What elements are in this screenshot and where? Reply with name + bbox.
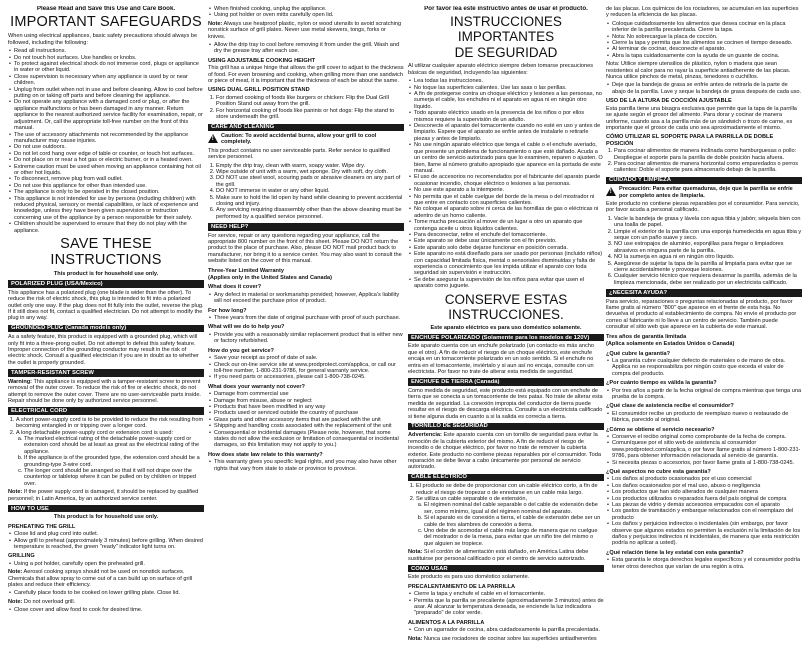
cord-note: Note: If the power supply cord is damaged, it should be replaced by qualified personnel; in Latin America, by an authorized service center. [8, 489, 199, 502]
list-item: a. El régimen nominal del cable separable o del cable de extensión debe ser, como mínimo, igual al del régimen nominal del aparato. [424, 502, 604, 515]
warranty-a-service [208, 355, 404, 381]
list-item: 5. Make sure to hold the lid open by hand while cleaning to prevent accidental closing and injury. [216, 195, 404, 208]
list-item: • Unplug from outlet when not in use and before cleaning. Allow to cool before putting on or taking off parts and before cleaning the appliance. [14, 87, 204, 100]
list-item: • Read all instructions. [14, 48, 204, 54]
warranty-a-cover [208, 292, 404, 305]
spanish-grilling-note: Nota: Nunca use rociadores de cocinar sobre las superficies antiadherentes [408, 635, 597, 642]
list-item: • To disconnect, remove plug from wall outlet. [14, 176, 204, 182]
spanish-grilling-list [408, 627, 604, 633]
list-item: 2. Limpie el exterior de la parrilla con una esponja humedecida en agua tibia y seque con un paño suave y seco. [614, 229, 802, 242]
spanish-read-note: Por favor lea este instructivo antes de usar el producto. [424, 6, 588, 12]
spanish-grease-list [606, 82, 802, 95]
grounded-plug-text: As a safety feature, this product is equipped with a grounded plug, which will only fit into a three-prong outlet. Do not attempt to defeat this safety feature. Improper connection of the grounding conductor may result in the risk of electric shock. Consult a qualified electrician if you are in doubt as to whether the outlet is properly grounded. [8, 334, 199, 366]
list-item: • No use este aparato a la intemperie. [414, 187, 604, 193]
list-item: 6. Cualquier servicio técnico que requiera desarmar la parrilla, además de la limpieza mencionada, debe ser realizado por un electricista calificado. [614, 273, 802, 286]
list-item: • When finished cooking, unplug the appliance. [214, 6, 404, 12]
spanish-grilling-heading: ALIMENTOS A LA PARRILLA [408, 619, 485, 626]
list-item: • Se debe asegurar la supervisión de los niños para evitar que usen el aparato como juguete. [414, 277, 604, 290]
list-item: • No permita que el cable cuelgue del borde de la mesa o del mostrador ni que entre en contacto con superficies calientes. [414, 194, 604, 207]
list-item: • Este aparato solo debe dejarse funcionar en posición cerrada. [414, 245, 604, 251]
list-item: • El consumidor recibe un producto de reemplazo nuevo o restaurado de fábrica, parecido al original. [612, 411, 802, 424]
care-cleaning-heading: CARE AND CLEANING [208, 124, 404, 131]
spanish-q-ayuda: ¿Qué clase de asistencia recibe el consumidor? [606, 403, 734, 410]
list-item: • Extreme caution must be used when moving an appliance containing hot oil or other hot liquids. [14, 164, 204, 177]
list-item: • Los daños al producto ocasionados por el uso comercial [612, 476, 802, 482]
spanish-polarized-text: Este aparato cuenta con un enchufe polarizado (un contacto es más ancho que el otro). A fin de reducir el riesgo de un choque eléctrico, este enchufe encaja en un tomacorriente polarizado en un solo sentido. Si el enchufe no entra en el tomacorriente, inviértalo y si aun así no encaja, consulte con un electricista. Por favor no trate de alterar esta medida de seguridad. [408, 343, 594, 376]
list-item: • Close cover and allow food to cook for desired time. [14, 607, 204, 613]
list-item: • Abra la tapa cuidadosamente con la ayuda de un guante de cocina. [612, 53, 802, 59]
how-to-use-note: This product is for household use only. [53, 514, 159, 521]
safeguards-list [8, 48, 204, 234]
list-item: • Los daños ocasionados por el mal uso, abuso o negligencia [612, 483, 802, 489]
list-item: • Children should be supervised to ensure that they do not play with the appliance. [14, 221, 204, 234]
list-item: • La garantía cubre cualquier defecto de materiales o de mano de obra. Applica no se responsabiliza por ningún costo que exceda el valor de compra del producto. [612, 358, 802, 377]
list-item: • No toque las superficies calientes. Use las asas o las perillas. [414, 85, 604, 91]
spanish-cable-list [408, 483, 604, 547]
list-item: 2. Para cocinar alimentos de manera horizontal como emparedados o perros calientes: Doble el soporte para almacenarlo debajo de la parrilla. [614, 161, 802, 174]
list-item: • Para desconectar, retire el enchufe del tomacorriente. [414, 232, 604, 238]
dual-stand-heading: USING DUAL GRILL POSITION STAND [208, 87, 310, 94]
polarized-plug-text: This appliance has a polarized plug (one blade is wider than the other). To reduce the risk of electric shock, this plug is intended to fit into a polarized outlet only one way. If the plug does not fit fully into the outlet, reverse the plug. If it still does not fit, contact a qualified electrician. Do not attempt to modify the plug in any way. [8, 289, 204, 322]
column-english-safeguards [8, 6, 204, 651]
electrical-cord-heading: ELECTRICAL CORD [8, 407, 204, 414]
spanish-title-line-2: DE SEGURIDAD [454, 45, 558, 61]
grounded-plug-heading: GROUNDED PLUG (Canada models only) [8, 325, 204, 332]
spanish-cable-heading: CABLE ELÉCTRICO [408, 474, 604, 481]
list-item: • Allow grill to preheat (approximately 3 minutes) before grilling. When desired temperature is reached, the green "ready" indicator light turns on. [14, 538, 204, 551]
how-to-use-heading: HOW TO USE [8, 505, 204, 512]
spanish-utensil-note: Nota: Utilice siempre utensilios de plástico, nylon o madera que sean resistentes al calor para no rayar la superficie antiadherente de las placas. Nunca utilice pinchos de metal, pinzas, tenedores o cuchillos. [606, 61, 791, 81]
column-spanish-safety [408, 6, 604, 651]
list-item: 1. Para cocinar alimentos de manera inclinada como hamburguesas o pollo: Despliegue el soporte para la parrilla de doble posición hacia afuera. [614, 148, 802, 161]
spanish-safety-list [408, 78, 604, 289]
list-item: • Deje que la bandeja de grasa se enfríe antes de retirarla de la parte de abajo de la parrilla. Lave y seque la bandeja de grasa después de cada uso. [612, 82, 802, 95]
list-item: • Al terminar de cocinar, desconecte el aparato. [612, 46, 802, 52]
spanish-grounded-text: Como medida de seguridad, este producto está equipado con un enchufe de tierra que se conecta a un tomacorriente de tres patas. No trate de alterar esta medida de seguridad. La conexión impropia del conductor de tierra puede resultar en el riesgo de descarga eléctrica. Consulte a un electricista calificado si tiene alguna duda en cuanto a si la salida es correcta a tierra. [408, 387, 603, 420]
spanish-a-cubre [606, 358, 802, 377]
list-item: • Do not touch hot surfaces. Use handles or knobs. [14, 55, 204, 61]
column-spanish-use-care [606, 6, 802, 651]
list-item: • The appliance is only to be operated in the closed position. [14, 189, 204, 195]
list-item: • Products that have been modified in any way [214, 404, 404, 410]
list-item: • Todo aparato eléctrico usado en la presencia de los niños o por ellos mismos requiere la supervisión de un adulto. [414, 110, 604, 123]
list-item: c. Uno debe de acomodar el cable más largo de manera que no cuelgue del mostrador o de la mesa, para evitar que un niño tire del mismo o que alguien se tropiece. [424, 528, 604, 547]
list-item: • Shipping and handling costs associated with the replacement of the unit [214, 423, 404, 429]
list-item: b. If the appliance is of the grounded type, the extension cord should be a grounding-type 3-wire cord. [24, 455, 204, 468]
grilling-note: Note: Aerosol cooking sprays should not be used on nonstick surfaces. Chemicals that allow spray to come out of a can build up on surface of grill plates and reduce their efficiency. [8, 569, 193, 589]
spanish-cooking-list [606, 21, 802, 59]
spanish-preheat-heading: PRECALENTAMIENTO DE LA PARRILLA [408, 583, 516, 590]
spanish-a-tiempo [606, 388, 802, 401]
list-item: • Los productos utilizados o reparados fuera del país original de compra [612, 496, 802, 502]
grilling-list [8, 561, 204, 567]
list-item: • To protect against electrical shock do not immerse cord, plugs or appliance in water or other liquid. [14, 61, 204, 74]
dual-stand-list [208, 95, 404, 121]
list-item: 2. For horizontal cooking of foods like paninis or hot dogs: Flip the stand to store underneath the grill. [216, 108, 404, 121]
read-save-note: Please Read and Save this Use and Care Book. [36, 6, 176, 12]
spanish-care-steps [606, 216, 802, 286]
list-item: • Close lid and plug cord into outlet. [14, 531, 204, 537]
list-item: 4. NO la sumerja en agua ni en ningún otro líquido. [614, 254, 802, 260]
adjustable-height-text: This grill has a unique hinge that allows the grill cover to adjust to the thickness of food. For even browning and cooking, when grilling more than one sandwich or piece of meat, it is important that the thickness of each be about the same. [208, 65, 404, 85]
preheating-heading: PREHEATING THE GRILL [8, 523, 76, 530]
list-item: • Tome mucha precaución al mover de un lugar a otro un aparato que contenga aceite u otros líquidos calientes. [414, 219, 604, 232]
safeguards-title: IMPORTANT SAFEGUARDS [10, 14, 202, 31]
spanish-save-title: CONSERVE ESTAS INSTRUCCIONES. [444, 291, 568, 322]
column-english-use-care [208, 6, 404, 651]
list-item: • Este aparato no está diseñado para ser usado por personas (incluido niños) con capacidad limitada física, mental o sensoriales disminuidas y falta de experiencia o conocimiento que les impida utilizar el aparato con toda seguridad sin supervisión e instrucción. [414, 251, 604, 277]
spanish-grounded-heading: ENCHUFE DE TIERRA (Canadá) [408, 378, 604, 385]
household-use-note: This product is for household use only. [53, 271, 159, 277]
list-item: • Any defect in material or workmanship provided; however, Applica's liability will not exceed the purchase price of product. [214, 292, 404, 305]
list-item: 2. Wipe outside of unit with a warm, wet sponge. Dry with soft, dry cloth. [216, 169, 404, 175]
list-item: 1. A short power-supply cord is to be provided to reduce the risk resulting from becoming entangled in or tripping over a longer cord. [16, 417, 204, 430]
warranty-a-notcover [208, 391, 404, 449]
spanish-spray-continued: de las placas. Los químicos de los rociadores, se acumulan en las superficies y reducen la eficiencia de las placas. [606, 6, 799, 19]
list-item: • Los gastos de tramitación y embarque relacionados con el reemplazo del producto [612, 508, 802, 521]
list-item: a. The marked electrical rating of the detachable power-supply cord or extension cord should be at least as great as the electrical rating of the appliance. [24, 436, 204, 455]
preheat-list [8, 531, 204, 550]
list-item: • This appliance is not intended for use by persons (including children) with reduced physical, sensory or mental capabilities, or lack of experience and knowledge, unless they have been given supervision or instruction concerning use of the appliance by a person responsible for their safety. [14, 196, 204, 222]
list-item: • Close supervision is necessary when any appliance is used by or near children. [14, 74, 204, 87]
list-item: • No coloque el aparato sobre ni cerca de las hornillas de gas o eléctricas ni adentro de un horno caliente. [414, 206, 604, 219]
spanish-cable-sublist [416, 502, 604, 547]
list-item: • Si necesita piezas o accesorios, por favor llame gratis al 1-800-738-0245. [612, 460, 802, 466]
spanish-q-nocubre: ¿Qué aspectos no cubre esta garantía? [606, 469, 711, 475]
need-help-heading: NEED HELP? [208, 223, 404, 230]
polarized-plug-heading: POLARIZED PLUG (USA/Mexico) [8, 280, 204, 287]
list-item: • Glass parts and other accessory items that are packed with the unit [214, 417, 404, 423]
warning-triangle-icon [606, 187, 616, 196]
list-item: 1. El producto se debe de proporcionar con un cable eléctrico corto, a fin de reducir el riesgo de tropezar o de enredarse en un cable más largo. [416, 483, 604, 496]
list-item: • Los productos que han sido alterados de cualquier manera [612, 489, 802, 495]
list-item: • Por tres años a partir de la fecha original de compra mientras que tenga una prueba de la compra. [612, 388, 802, 401]
list-item: • Do not let cord hang over edge of table or counter, or touch hot surfaces. [14, 151, 204, 157]
list-item: • Coloque cuidadosamente los alimentos que desea cocinar en la placa inferior de la parrilla precalentada. Cierre la tapa. [612, 21, 802, 34]
list-item: • Las piezas de vidrio y demás accesorios empacados con el aparato [612, 502, 802, 508]
spanish-a-ayuda [606, 411, 802, 424]
list-item: b. Si el aparato es de conexión a tierra, el cable de extensión debe ser un cable de tres alambres de conexión a tierra. [424, 515, 604, 528]
list-item: 1. For domed cooking of foods like burgers or chicken: Flip the Dual Grill Position Stand out away from the grill. [216, 95, 404, 108]
list-item: • Carefully place foods to be cooked on lower grilling plate. Close lid. [14, 590, 204, 596]
spanish-household-note: Este aparato eléctrico es para uso doméstico solamente. [430, 324, 582, 331]
spanish-height-text: Esta parrilla tiene una bisagra exclusiva que permite que la tapa de la parrilla se ajuste según el grosor del alimento. Para dorar y cocinar de manera uniforme, cuando asa a la parrilla más de un sándwich o trozo de carne, es importante que el grosor de cada uno sea aproximadamente el mismo. [606, 105, 797, 131]
adjustable-height-heading: USING ADJUSTABLE COOKING HEIGHT [208, 57, 316, 64]
list-item: 4. DO NOT immerse in water or any other liquid. [216, 188, 404, 194]
list-item: • Do not use outdoors. [14, 144, 204, 150]
list-item: • Cierre la tapa y enchufe el cable en el tomacorriente. [414, 591, 604, 597]
list-item: • If you need parts or accessories, please call 1-800-738-0245. [214, 374, 404, 380]
list-item: 2. A long detachable power-supply cord or extension cord is used: a. The marked electrical rating of the detachable power-supply cord or extension cord should be at least as great as the electrical rating of the appliance. b. If the appliance is of the grounded type, the extension cord should be a grounding-type 3-wire cord. c. The longer cord should be arranged so that it will not drape over the countertop or tabletop where it can be pulled on by children or tripped over. [16, 430, 204, 488]
grilling-list-3 [8, 607, 204, 613]
need-help-text: For service, repair or any questions regarding your appliance, call the appropriate 800 number on the front of this sheet. Please DO NOT return the product to the place of purchase. Also, please DO NOT mail product back to manufacturer, nor bring it to a service center. You may also want to consult the website listed on the cover of this manual. [208, 232, 402, 265]
list-item: 1. Vacíe la bandeja de grasa y lávela con agua tibia y jabón; séquela bien con una toalla de papel. [614, 216, 802, 229]
list-item: • Damage from misuse, abuse or neglect [214, 398, 404, 404]
spanish-help-heading: ¿NECESITA AYUDA? [606, 289, 802, 296]
warranty-sub: (Applies only in the United States and Canada) [208, 275, 333, 282]
warranty-heading: Three-Year Limited Warranty [208, 267, 284, 274]
spanish-a-ley [606, 557, 802, 570]
list-item: • Con un agarrador de cocina, abra cuidadosamente la parrilla precalentada. [414, 627, 604, 633]
list-item: • Three years from the date of original purchase with proof of such purchase. [214, 315, 404, 321]
warranty-a-state [208, 459, 404, 472]
warranty-q-cover: What does it cover? [208, 284, 262, 291]
list-item: • Using a pot holder, carefully open the preheated grill. [14, 561, 204, 567]
spanish-care-intro: Este producto no contiene piezas reparables por el consumidor. Para servicio, por favor acuda a personal calificado. [606, 200, 800, 214]
list-item: • Products used or serviced outside the country of purchase [214, 410, 404, 416]
spanish-care-caution: ! Precaución: Para evitar quemaduras, deje que la parrilla se enfríe por completo antes de limpiarla. [606, 186, 802, 199]
safeguards-intro: When using electrical appliances, basic safety precautions should always be followed, including the following: [8, 33, 198, 46]
spanish-intro: Al utilizar cualquier aparato eléctrico siempre deben tomarse precauciones básicas de seguridad, incluyendo las siguientes: [408, 63, 594, 76]
utensil-note: Note: Always use heatproof plastic, nylon or wood utensils to avoid scratching nonstick surface of grill plates. Never use metal skewers, tongs, forks or knives. [208, 20, 402, 40]
list-item: • Comuníquese por el sitio web de asistencia al consumidor www.prodprotect.com/applica, o por favor llame gratis al número 1-800-231-9786, para obtener información relacionada al servicio de garantía. [612, 440, 802, 459]
list-item: • Save your receipt as proof of date of sale. [214, 355, 404, 361]
spanish-help-text: Para servicio, reparaciones o preguntas relacionadas al producto, por favor llame gratis al número "800" que aparece en el frente de esta hoja. No devuelva el producto al establecimiento de compra. No envíe el producto por correo al fabricante ni lo lleve a un centro de servicio. También puede consultar el sitio web que aparece en la cubierta de este manual. [606, 298, 797, 331]
list-item: • Damage from commercial use [214, 391, 404, 397]
cooking-continued-list [208, 6, 404, 19]
list-item: • No use ningún aparato eléctrico que tenga el cable o el enchufe averiado, que presente un problema de funcionamiento o que esté dañado. Acuda a un centro de servicio autorizado para que lo examinen, reparen o ajusten. O bien, llame al número gratuito apropiado que aparece en la portada de este manual. [414, 142, 604, 174]
tamper-screw-text: Warning: This appliance is equipped with a tamper-resistant screw to prevent removal of the outer cover. To reduce the risk of fire or electric shock, do not attempt to remove the outer cover. There are no user-serviceable parts inside. Repair should be done only by authorized service personnel. [8, 378, 201, 404]
care-caution: ! Caution: To avoid accidental burns, allow your grill to cool completely. [208, 133, 404, 146]
list-item: • Check our on-line service site at www.prodprotect.com/applica, or call our toll-free number, 1-800-231-9786, for general warranty service. [214, 362, 404, 375]
list-item: • Do not operate any appliance with a damaged cord or plug, or after the appliance malfunctions or has been damaged in any manner. Return appliance to the nearest authorized service facility for examination, repair, or adjustment. Or, call the appropriate toll-free number on the front of this manual. [14, 99, 204, 131]
spanish-a-nocubre [606, 476, 802, 546]
list-item: • Este aparato se debe usar únicamente con el fin previsto. [414, 238, 604, 244]
list-item: • Esta garantía le otorga derechos legales específicos y el consumidor podría tener otros derechos que varían de una región a otra. [612, 557, 802, 570]
spanish-warranty-heading: Tres años de garantía limitada [606, 333, 687, 340]
warranty-q-service: How do you get service? [208, 347, 274, 354]
list-item: • Permita que la parrilla se precaliente (aproximadamente 3 minutos) antes de asar. Al alcanzar la temperatura deseada, se enciende la luz indicadora "preparado" de color verde. [414, 598, 604, 617]
spanish-title-line-1: INSTRUCCIONES IMPORTANTES [450, 14, 562, 45]
list-item: 3. DO NOT use steel wool, scouring pads or abrasive cleaners on any part of the grill. [216, 175, 404, 188]
care-steps [208, 163, 404, 221]
spanish-q-tiempo: ¿Por cuánto tiempo es válida la garantía? [606, 380, 717, 387]
list-item: 5. Asegúrese de sujetar la tapa de la parrilla al limpiarla para evitar que se cierre accidentalmente y provoque lesiones. [614, 261, 802, 274]
list-item: • Consequential or incidental damages (Please note, however, that some states do not allow the exclusion or limitation of consequential or incidental damages, so this limitation may not apply to you.) [214, 430, 404, 449]
grilling-list-2 [8, 590, 204, 596]
spanish-polarized-heading: ENCHUFE POLARIZADO (Solamente para los modelos de 120V) [408, 334, 604, 341]
spanish-como-usar-heading: COMO USAR [408, 565, 604, 572]
drip-tray-list [208, 42, 404, 55]
list-item: c. The longer cord should be arranged so that it will not drape over the countertop or tabletop where it can be pulled on by children or tripped over. [24, 468, 204, 487]
grilling-note-2: Note: Do not overload grill. [8, 598, 76, 605]
spanish-a-servicio [606, 434, 802, 466]
list-item: • A fin de protegerse contra un choque eléctrico y lesiones a las personas, no sumerja el cable, los enchufes ni el aparato en agua ni en ningún otro líquido. [414, 91, 604, 110]
save-instructions-title: SAVE THESE INSTRUCTIONS [50, 236, 162, 268]
warranty-q-notcover: What does your warranty not cover? [208, 383, 305, 390]
spanish-screw-text: Advertencia: Este aparato cuenta con un tornillo de seguridad para evitar la remoción de la cubierta exterior del mismo. A fin de reducir el riesgo de incendio o de choque eléctrico, por favor no trate de remover la cubierta exterior. Este producto no contiene piezas reparables por el consumidor. Toda reparación se debe llevar a cabo únicamente por personal de servicio autorizado. [408, 432, 601, 471]
list-item: • Allow the drip tray to cool before removing it from under the grill. Wash and dry the grease tray after each use. [214, 42, 404, 55]
list-item: • Do not use this appliance for other than intended use. [14, 183, 204, 189]
tamper-screw-heading: TAMPER-RESISTANT SCREW [8, 369, 204, 376]
list-item: • This warranty gives you specific legal rights, and you may also have other rights that vary from state to state or province to province. [214, 459, 404, 472]
spanish-q-servicio: ¿Cómo se obtiene el servicio necesario? [606, 426, 715, 433]
warranty-q-help: What will we do to help you? [208, 324, 285, 331]
spanish-height-heading: USO DE LA ALTURA DE COCCIÓN AJUSTABLE [606, 98, 732, 105]
spanish-stand-list [606, 148, 802, 174]
cord-sublist [16, 436, 204, 487]
list-item: • El uso de accesorios no recomendados por el fabricante del aparato puede ocasionar incendio, choque eléctrico o lesiones a las personas. [414, 174, 604, 187]
list-item: 1. Empty the drip tray, clean with warm, soapy water. Wipe dry. [216, 163, 404, 169]
warning-triangle-icon [208, 134, 218, 143]
spanish-stand-heading: CÓMO UTILIZAR EL SOPORTE PARA LA PARRILLA DE DOBLE POSICIÓN [606, 134, 774, 147]
spanish-warranty-sub: (Aplica solamente en Estados Unidos o Canadá) [606, 341, 735, 348]
spanish-q-ley: ¿Qué relación tiene la ley estatal con esta garantía? [606, 549, 744, 556]
list-item: 3. NO use estropajos de aluminio, esponjillas para fregar o limpiadores abrasivos en ninguna parte de la parrilla. [614, 241, 802, 254]
list-item: 6. Any servicing requiring disassembly other than the above cleaning must be performed by a qualified service personnel. [216, 207, 404, 220]
list-item: • Lea todas las instrucciones. [414, 78, 604, 84]
list-item: 2. Se utiliza un cable separable o de extensión, a. El régimen nominal del cable separable o del cable de extensión debe ser, como mínimo, igual al del régimen nominal del aparato. b. Si el aparato es de conexión a tierra, el cable de extensión debe ser un cable de tres alambres de conexión a tierra. c. Uno debe de acomodar el cable más largo de manera que no cuelgue del mostrador o de la mesa, para evitar que un niño tire del mismo o que alguien se tropiece. [416, 496, 604, 547]
spanish-cable-note: Nota: Si el cordón de alimentación está dañado, en América Latina debe sustituirse por personal calificado o por el centro de servicio autorizado. [408, 549, 589, 562]
list-item: • Do not place on or near a hot gas or electric burner, or in a heated oven. [14, 157, 204, 163]
warranty-a-help [208, 332, 404, 345]
spanish-preheat-list [408, 591, 604, 617]
list-item: • Cierre la tapa y permita que los alimentos se cocinen el tiempo deseado. [612, 40, 802, 46]
list-item: • Nota: No sobrecargue la placa de cocción. [612, 34, 802, 40]
list-item: • Los daños y perjuicios indirectos o incidentales (sin embargo, por favor observe que algunos estados no permiten la exclusión ni la limitación de los daños y perjuicios indirectos ni incidentales, de manera que esta restricción podría no aplicar a usted). [612, 521, 802, 547]
warranty-a-long [208, 315, 404, 321]
cord-list [8, 417, 204, 487]
warning-label: Warning: [8, 378, 33, 385]
spanish-screw-heading: TORNILLO DE SEGURIDAD [408, 423, 604, 430]
spanish-care-heading: CUIDADO Y LIMPIEZA [606, 177, 802, 184]
care-intro: This product contains no user serviceable parts. Refer service to qualified service personnel. [208, 147, 390, 161]
spanish-q-cubre: ¿Qué cubre la garantía? [606, 350, 671, 357]
list-item: • Using pot holder or oven mitts carefully open lid. [214, 12, 404, 18]
list-item: • Conserve el recibo original como comprobante de la fecha de compra. [612, 434, 802, 440]
list-item: • The use of accessory attachments not recommended by the appliance manufacturer may cause injuries. [14, 132, 204, 145]
warranty-q-state: How does state law relate to this warranty? [208, 451, 323, 458]
grilling-heading: GRILLING [8, 553, 35, 560]
warranty-q-long: For how long? [208, 307, 247, 314]
spanish-como-usar-note: Este producto es para uso doméstico solamente. [408, 574, 530, 581]
list-item: • Provide you with a reasonably similar replacement product that is either new or factory refurbished. [214, 332, 404, 345]
list-item: • Desconecte el aparato del tomacorriente cuando no esté en uso y antes de limpiarlo. Espere que el aparato se enfríe antes de instalarle o retirarle piezas y antes de limpiarlo. [414, 123, 604, 142]
